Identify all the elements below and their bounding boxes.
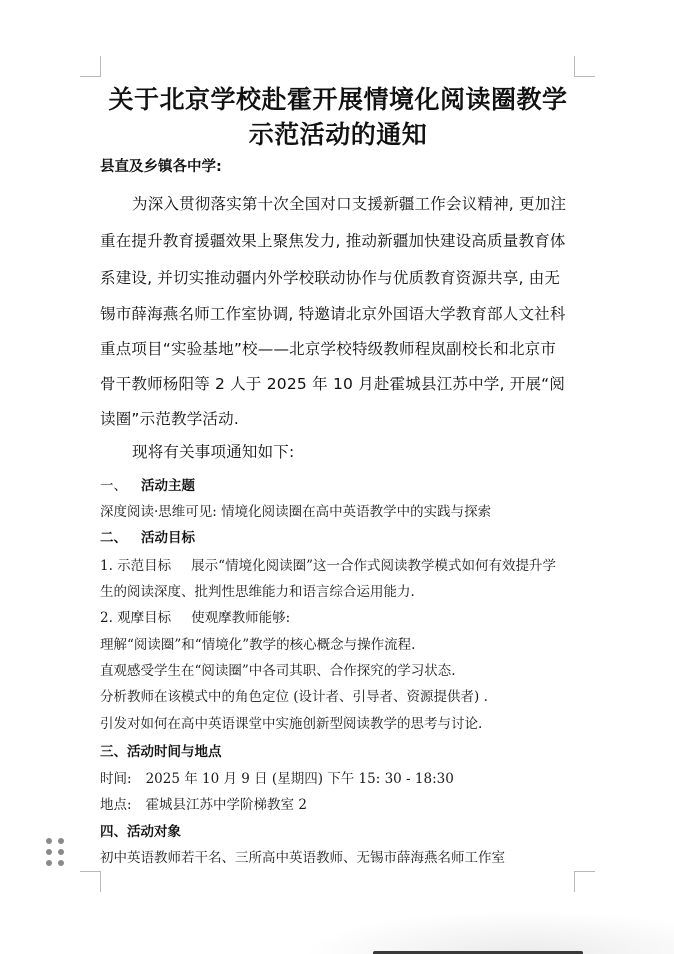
- event-place: [100, 793, 580, 813]
- addressee: 县直及乡镇各中学:: [100, 159, 222, 175]
- crop-mark-bottom-left: [80, 871, 101, 872]
- intro-line-3: 系建设, 并切实推动疆内外学校联动协作与优质教育资源共享, 由无: [100, 269, 561, 287]
- event-time: [100, 767, 580, 787]
- drag-dot: [58, 849, 64, 855]
- drag-dot: [58, 838, 64, 844]
- drag-dot: [46, 860, 52, 866]
- time-label: 时间:: [100, 771, 132, 787]
- section-2-number: 二、: [100, 530, 127, 546]
- goal-1-line: [100, 554, 580, 574]
- goal-2-label: 2. 观摩目标: [100, 610, 172, 626]
- drag-handle-icon[interactable]: [46, 838, 68, 868]
- goal-2-item: 理解“阅读圈”和“情境化”教学的核心概念与操作流程.: [100, 637, 416, 653]
- section-3-heading: [100, 740, 580, 760]
- crop-mark-top-right: [574, 76, 595, 77]
- notice-lead: 现将有关事项通知如下:: [132, 443, 295, 461]
- intro-line-7: 读圈”示范教学活动.: [100, 410, 239, 428]
- intro-line-1: 为深入贯彻落实第十次全国对口支援新疆工作会议精神, 更加注: [132, 195, 567, 213]
- goal-2-text: 使观摩教师能够:: [191, 610, 291, 626]
- drag-dot: [58, 860, 64, 866]
- intro-line-4: 锡市薛海燕名师工作室协调, 特邀请北京外国语大学教育部人文社科: [100, 305, 566, 323]
- goal-1-text: 展示“情境化阅读圈”这一合作式阅读教学模式如何有效提升学: [191, 558, 556, 574]
- section-2-heading: [100, 526, 580, 546]
- section-1-theme: 深度阅读·思维可见: 情境化阅读圈在高中英语教学中的实践与探索: [100, 504, 492, 520]
- section-4-number: 四、: [100, 824, 127, 840]
- goal-2-item: 分析教师在该模式中的角色定位 (设计者、引导者、资源提供者) .: [100, 689, 488, 705]
- document-title-line-2: 示范活动的通知: [248, 120, 428, 149]
- goal-1-label: 1. 示范目标: [100, 558, 172, 574]
- drag-dot: [46, 838, 52, 844]
- intro-line-2: 重在提升教育援疆效果上聚焦发力, 推动新疆加快建设高质量教育体: [100, 232, 566, 250]
- section-1-heading: [100, 474, 580, 494]
- section-4-heading: [100, 820, 580, 840]
- place-value: 霍城县江苏中学阶梯教室 2: [145, 797, 307, 813]
- section-3-number: 三、: [100, 744, 127, 760]
- crop-mark-top-left: [80, 76, 101, 77]
- goal-1-continuation: 生的阅读深度、批判性思维能力和语言综合运用能力.: [100, 584, 415, 600]
- goal-2-line: [100, 606, 580, 626]
- section-4-title: 活动对象: [127, 824, 181, 840]
- crop-mark-bottom-right: [574, 871, 595, 872]
- intro-line-5: 重点项目“实验基地”校——北京学校特级教师程岚副校长和北京市: [100, 340, 557, 358]
- section-2-title: 活动目标: [141, 530, 195, 546]
- section-1-title: 活动主题: [141, 478, 195, 494]
- time-value: 2025 年 10 月 9 日 (星期四) 下午 15: 30 - 18:30: [145, 771, 454, 787]
- section-4-audience: 初中英语教师若干名、三所高中英语教师、无锡市薛海燕名师工作室: [100, 850, 505, 866]
- crop-mark-top-left: [100, 56, 101, 77]
- goal-2-item: 直观感受学生在“阅读圈”中各司其职、合作探究的学习状态.: [100, 663, 456, 679]
- place-label: 地点:: [100, 797, 132, 813]
- section-3-title: 活动时间与地点: [127, 744, 222, 760]
- crop-mark-bottom-right: [574, 871, 575, 892]
- crop-mark-bottom-left: [100, 871, 101, 892]
- section-1-number: 一、: [100, 478, 127, 494]
- crop-mark-top-right: [574, 56, 575, 77]
- bottom-shadow: [300, 910, 674, 954]
- document-title-line-1: 关于北京学校赴霍开展情境化阅读圈教学: [108, 85, 568, 114]
- goal-2-item: 引发对如何在高中英语课堂中实施创新型阅读教学的思考与讨论.: [100, 716, 483, 732]
- intro-line-6: 骨干教师杨阳等 2 人于 2025 年 10 月赴霍城县江苏中学, 开展“阅: [100, 375, 566, 393]
- drag-dot: [46, 849, 52, 855]
